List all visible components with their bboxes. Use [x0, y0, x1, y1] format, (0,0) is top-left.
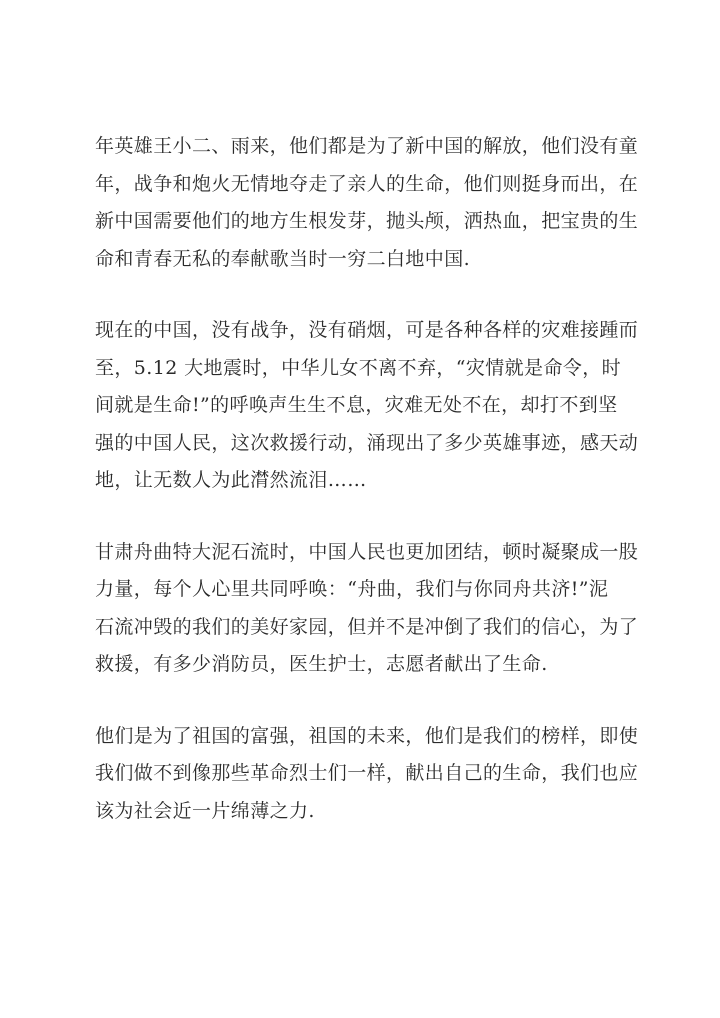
- text-line: 强的中国人民，这次救援行动，涌现出了多少英雄事迹，感天动: [95, 431, 639, 454]
- paragraph-mudslide: [95, 534, 643, 684]
- text-line: 地，让无数人为此潸然流泪……: [95, 469, 367, 491]
- text-line: 间就是生命!”的呼唤声生生不息，灾难无处不在，却打不到坚: [95, 394, 618, 416]
- text-line: 至，5.12 大地震时，中华儿女不离不弃，“灾情就是命令，时: [95, 356, 622, 379]
- text-line: 命和青春无私的奉献歌当时一穷二白地中国.: [95, 247, 471, 270]
- text-line: 该为社会近一片绵薄之力.: [95, 799, 315, 822]
- text-line: 年，战争和炮火无情地夺走了亲人的生命，他们则挺身而出，在: [95, 172, 639, 195]
- paragraph-heroes: [95, 128, 643, 278]
- paragraph-earthquake: [95, 312, 643, 500]
- text-line: 新中国需要他们的地方生根发芽，抛头颅，洒热血，把宝贵的生: [95, 210, 639, 232]
- text-line: 年英雄王小二、雨来，他们都是为了新中国的解放，他们没有童: [95, 135, 639, 157]
- text-line: 现在的中国，没有战争，没有硝烟，可是各种各样的灾难接踵而: [95, 319, 639, 341]
- text-line: 我们做不到像那些革命烈士们一样，献出自己的生命，我们也应: [95, 762, 639, 784]
- text-line: 他们是为了祖国的富强，祖国的未来，他们是我们的榜样，即使: [95, 724, 639, 747]
- paragraph-conclusion: [95, 718, 643, 831]
- text-line: 力量，每个人心里共同呼唤：“舟曲，我们与你同舟共济!”泥: [95, 578, 609, 600]
- document-body: [95, 128, 643, 864]
- text-line: 甘肃舟曲特大泥石流时，中国人民也更加团结，顿时凝聚成一股: [95, 540, 639, 563]
- text-line: 石流冲毁的我们的美好家园，但并不是冲倒了我们的信心，为了: [95, 615, 639, 638]
- text-line: 救援，有多少消防员，医生护士，志愿者献出了生命.: [95, 653, 548, 675]
